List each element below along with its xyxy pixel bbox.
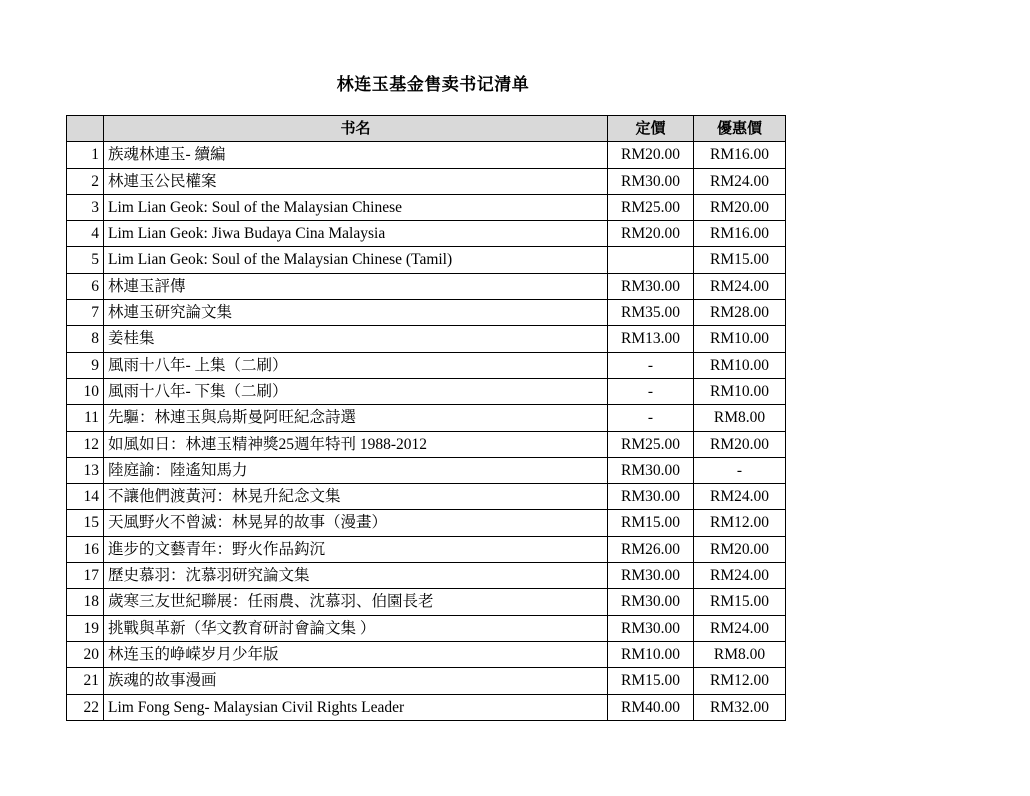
table-row bbox=[67, 352, 786, 378]
row-number: 4 bbox=[67, 221, 104, 247]
list-price: RM30.00 bbox=[608, 273, 694, 299]
row-number: 20 bbox=[67, 641, 104, 667]
row-number: 21 bbox=[67, 668, 104, 694]
discount-price: RM24.00 bbox=[694, 615, 786, 641]
row-number: 13 bbox=[67, 457, 104, 483]
book-title: 姜桂集 bbox=[104, 326, 608, 352]
row-number: 19 bbox=[67, 615, 104, 641]
row-number: 15 bbox=[67, 510, 104, 536]
table-body bbox=[67, 142, 786, 721]
discount-price: RM10.00 bbox=[694, 352, 786, 378]
row-number: 1 bbox=[67, 142, 104, 168]
table-row bbox=[67, 694, 786, 720]
row-number: 16 bbox=[67, 536, 104, 562]
list-price: RM30.00 bbox=[608, 168, 694, 194]
list-price: RM15.00 bbox=[608, 668, 694, 694]
discount-price: RM8.00 bbox=[694, 641, 786, 667]
header-number bbox=[67, 116, 104, 142]
discount-price: RM12.00 bbox=[694, 510, 786, 536]
discount-price: RM24.00 bbox=[694, 484, 786, 510]
book-price-table bbox=[66, 115, 786, 721]
table-row bbox=[67, 668, 786, 694]
row-number: 10 bbox=[67, 378, 104, 404]
table-row bbox=[67, 142, 786, 168]
row-number: 11 bbox=[67, 405, 104, 431]
table-row bbox=[67, 431, 786, 457]
table-row bbox=[67, 536, 786, 562]
table-row bbox=[67, 641, 786, 667]
row-number: 18 bbox=[67, 589, 104, 615]
book-title: 風雨十八年- 下集（二刷） bbox=[104, 378, 608, 404]
table-header-row bbox=[67, 116, 786, 142]
book-title: 天風野火不曾滅：林晃昇的故事（漫畫） bbox=[104, 510, 608, 536]
header-discount-price: 優惠價 bbox=[694, 116, 786, 142]
discount-price: RM16.00 bbox=[694, 221, 786, 247]
discount-price: RM24.00 bbox=[694, 563, 786, 589]
book-title: 進步的文藝青年：野火作品鈎沉 bbox=[104, 536, 608, 562]
table-row bbox=[67, 563, 786, 589]
row-number: 3 bbox=[67, 194, 104, 220]
book-title: 林連玉評傳 bbox=[104, 273, 608, 299]
row-number: 12 bbox=[67, 431, 104, 457]
table-row bbox=[67, 457, 786, 483]
list-price: RM25.00 bbox=[608, 194, 694, 220]
discount-price: RM28.00 bbox=[694, 300, 786, 326]
list-price: RM40.00 bbox=[608, 694, 694, 720]
book-title: 族魂的故事漫画 bbox=[104, 668, 608, 694]
discount-price: RM20.00 bbox=[694, 431, 786, 457]
book-title: 林連玉公民權案 bbox=[104, 168, 608, 194]
list-price: RM30.00 bbox=[608, 589, 694, 615]
discount-price: RM15.00 bbox=[694, 589, 786, 615]
book-title: 歷史慕羽：沈慕羽研究論文集 bbox=[104, 563, 608, 589]
discount-price: RM20.00 bbox=[694, 194, 786, 220]
list-price: RM20.00 bbox=[608, 221, 694, 247]
discount-price: RM16.00 bbox=[694, 142, 786, 168]
discount-price: RM10.00 bbox=[694, 378, 786, 404]
table-row bbox=[67, 378, 786, 404]
table-row bbox=[67, 221, 786, 247]
list-price: RM30.00 bbox=[608, 457, 694, 483]
table-row bbox=[67, 247, 786, 273]
list-price: RM30.00 bbox=[608, 615, 694, 641]
book-title: 林连玉的峥嵘岁月少年版 bbox=[104, 641, 608, 667]
page-title: 林连玉基金售卖书记清单 bbox=[336, 75, 530, 95]
table-row bbox=[67, 405, 786, 431]
header-book-title: 书名 bbox=[104, 116, 608, 142]
list-price: RM25.00 bbox=[608, 431, 694, 457]
table-row bbox=[67, 615, 786, 641]
book-title: Lim Lian Geok: Jiwa Budaya Cina Malaysia bbox=[104, 221, 608, 247]
discount-price: RM32.00 bbox=[694, 694, 786, 720]
row-number: 6 bbox=[67, 273, 104, 299]
book-title: Lim Lian Geok: Soul of the Malaysian Chinese bbox=[104, 194, 608, 220]
row-number: 17 bbox=[67, 563, 104, 589]
header-list-price: 定價 bbox=[608, 116, 694, 142]
discount-price: RM8.00 bbox=[694, 405, 786, 431]
discount-price: RM15.00 bbox=[694, 247, 786, 273]
book-title: 挑戰與革新（华文教育研討會論文集 ） bbox=[104, 615, 608, 641]
list-price: RM15.00 bbox=[608, 510, 694, 536]
list-price: RM35.00 bbox=[608, 300, 694, 326]
list-price: RM26.00 bbox=[608, 536, 694, 562]
row-number: 2 bbox=[67, 168, 104, 194]
table-row bbox=[67, 510, 786, 536]
table-row bbox=[67, 168, 786, 194]
table-row bbox=[67, 194, 786, 220]
list-price: - bbox=[608, 405, 694, 431]
book-title: Lim Fong Seng- Malaysian Civil Rights Leader bbox=[104, 694, 608, 720]
discount-price: - bbox=[694, 457, 786, 483]
table-row bbox=[67, 273, 786, 299]
book-title: 風雨十八年- 上集（二刷） bbox=[104, 352, 608, 378]
book-title: 先驅：林連玉與烏斯曼阿旺紀念詩選 bbox=[104, 405, 608, 431]
row-number: 9 bbox=[67, 352, 104, 378]
book-title: Lim Lian Geok: Soul of the Malaysian Chinese (Tamil) bbox=[104, 247, 608, 273]
list-price: RM10.00 bbox=[608, 641, 694, 667]
list-price: RM30.00 bbox=[608, 484, 694, 510]
list-price: RM30.00 bbox=[608, 563, 694, 589]
row-number: 22 bbox=[67, 694, 104, 720]
discount-price: RM12.00 bbox=[694, 668, 786, 694]
row-number: 8 bbox=[67, 326, 104, 352]
list-price: - bbox=[608, 378, 694, 404]
row-number: 7 bbox=[67, 300, 104, 326]
row-number: 5 bbox=[67, 247, 104, 273]
book-title: 如風如日：林連玉精神獎25週年特刊 1988-2012 bbox=[104, 431, 608, 457]
list-price bbox=[608, 247, 694, 273]
list-price: RM20.00 bbox=[608, 142, 694, 168]
list-price: - bbox=[608, 352, 694, 378]
table-row bbox=[67, 326, 786, 352]
book-title: 不讓他們渡黃河：林晃升紀念文集 bbox=[104, 484, 608, 510]
book-title: 陸庭諭：陸遙知馬力 bbox=[104, 457, 608, 483]
table-row bbox=[67, 589, 786, 615]
discount-price: RM10.00 bbox=[694, 326, 786, 352]
table-row bbox=[67, 300, 786, 326]
discount-price: RM24.00 bbox=[694, 273, 786, 299]
book-title: 族魂林連玉- 續編 bbox=[104, 142, 608, 168]
list-price: RM13.00 bbox=[608, 326, 694, 352]
discount-price: RM24.00 bbox=[694, 168, 786, 194]
table-row bbox=[67, 484, 786, 510]
row-number: 14 bbox=[67, 484, 104, 510]
book-title: 林連玉研究論文集 bbox=[104, 300, 608, 326]
discount-price: RM20.00 bbox=[694, 536, 786, 562]
book-title: 歲寒三友世紀聯展：任雨農、沈慕羽、伯園長老 bbox=[104, 589, 608, 615]
